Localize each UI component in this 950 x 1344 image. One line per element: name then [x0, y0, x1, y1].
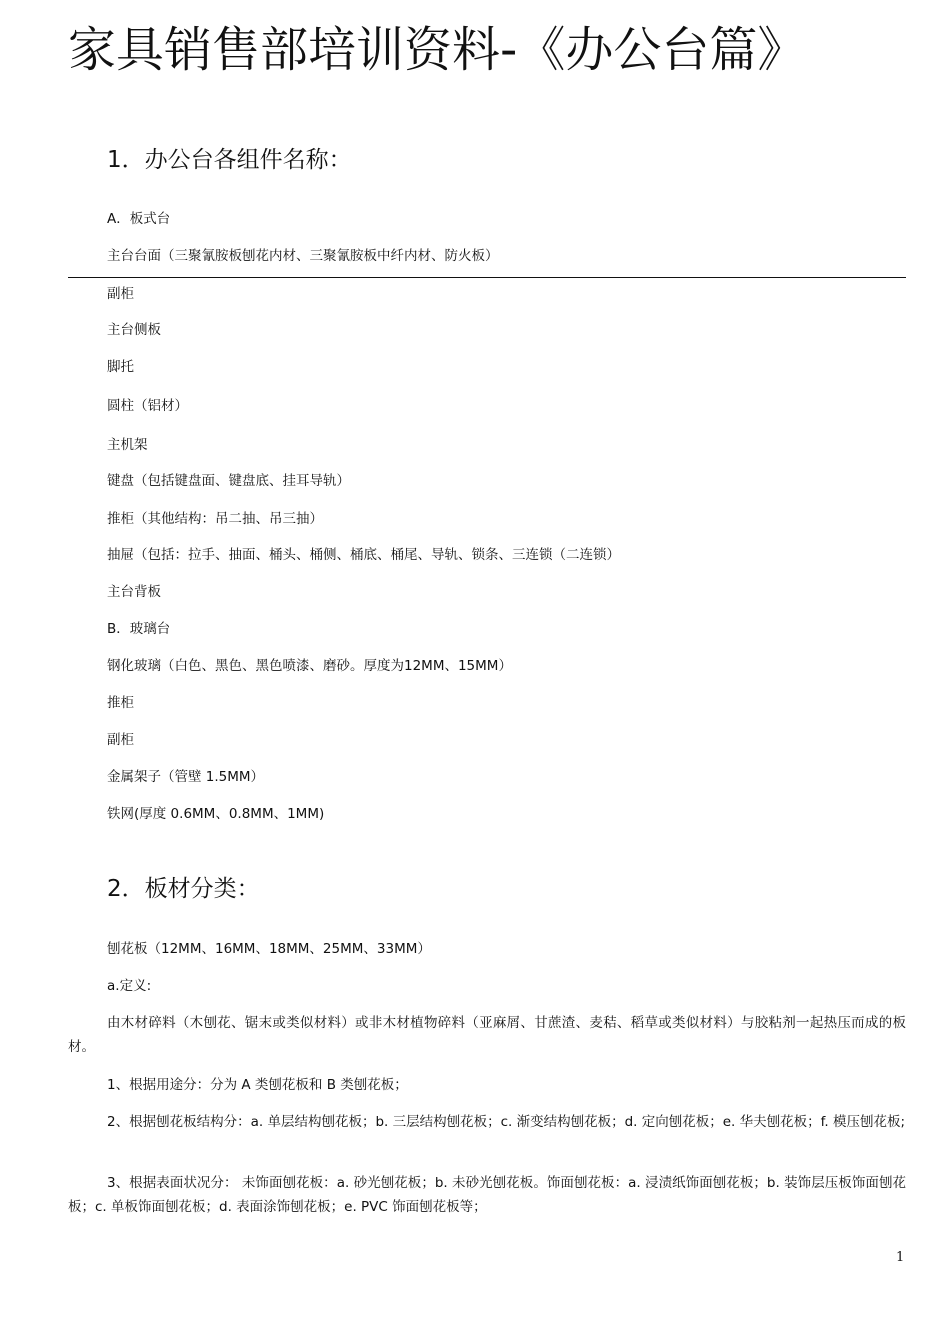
list-item: A．板式台 [107, 211, 171, 227]
list-item: 钢化玻璃（白色、黑色、黑色喷漆、磨砂。厚度为12MM、15MM） [107, 658, 512, 674]
list-item: 主台台面（三聚氰胺板刨花内材、三聚氰胺板中纤内材、防火板） [107, 248, 499, 264]
list-item: 键盘（包括键盘面、键盘底、挂耳导轨） [107, 473, 350, 489]
list-item: B．玻璃台 [107, 621, 171, 637]
list-item: 推柜（其他结构：吊二抽、吊三抽） [107, 511, 323, 527]
paragraph: 由木材碎料（木刨花、锯末或类似材料）或非木材植物碎料（亚麻屑、甘蔗渣、麦秸、稻草或类似材料）与胶粘剂一起热压而成的板材。 [68, 1015, 906, 1055]
horizontal-rule [68, 277, 906, 278]
paragraph: 3、根据表面状况分： 未饰面刨花板：a. 砂光刨花板；b. 未砂光刨花板。饰面刨花板：a. 浸渍纸饰面刨花板；b. 装饰层压板饰面刨花板；c. 单板饰面刨花板；d. 表面涂饰刨花板；e. PVC 饰面刨花板等； [68, 1175, 906, 1215]
list-item: 抽屉（包括：拉手、抽面、桶头、桶侧、桶底、桶尾、导轨、锁条、三连锁（二连锁） [107, 547, 620, 563]
list-item: 主台侧板 [107, 322, 161, 338]
page-number: 1 [896, 1250, 905, 1265]
list-item: 推柜 [107, 695, 134, 711]
list-item: 脚托 [107, 359, 134, 375]
paragraph: 1、根据用途分：分为 A 类刨花板和 B 类刨花板； [107, 1077, 408, 1093]
document-title: 家具销售部培训资料-《办公台篇》 [68, 22, 806, 78]
section-2-heading: 2．板材分类： [107, 876, 260, 902]
section-2-line: a.定义: [107, 978, 152, 994]
list-item: 主台背板 [107, 584, 161, 600]
list-item: 副柜 [107, 732, 134, 748]
list-item: 副柜 [107, 286, 134, 302]
list-item: 金属架子（管壁 1.5MM） [107, 769, 265, 785]
list-item: 铁网(厚度 0.6MM、0.8MM、1MM) [107, 806, 325, 822]
section-1-heading: 1．办公台各组件名称： [107, 147, 352, 173]
list-item: 主机架 [107, 437, 148, 453]
paragraph: 2、根据刨花板结构分：a. 单层结构刨花板；b. 三层结构刨花板；c. 渐变结构刨花板；d. 定向刨花板；e. 华夫刨花板；f. 模压刨花板; [107, 1114, 906, 1130]
list-item: 圆柱（铝材） [107, 398, 188, 414]
section-2-line: 刨花板（12MM、16MM、18MM、25MM、33MM） [107, 941, 431, 957]
